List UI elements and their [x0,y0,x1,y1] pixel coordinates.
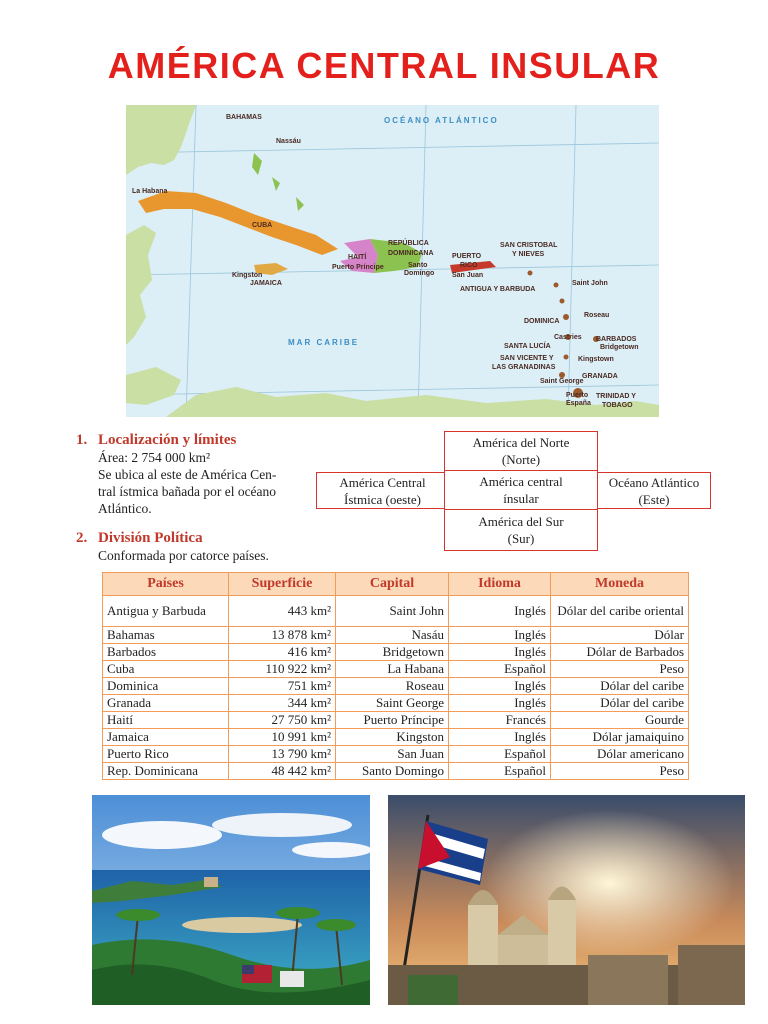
cell-currency: Dólar del caribe [551,695,689,712]
map-label-kingston: Kingston [232,272,263,279]
map-label-castries: Castries [554,334,582,341]
header-paises: Países [103,573,229,596]
cell-area: 751 km² [229,678,336,695]
map-label-trinidad-2: TOBAGO [602,402,633,409]
cell-capital: San Juan [336,746,449,763]
table-row [103,729,689,746]
cell-capital: La Habana [336,661,449,678]
limit-north-box [444,431,598,471]
cell-area: 443 km² [229,596,336,627]
cell-language: Inglés [449,627,551,644]
map-label-puerto-rico-2: RICO [460,262,478,269]
map-label-granada: GRANADA [582,373,618,380]
section-politics-number: 2. [76,530,88,546]
limit-south-line-1: América del Sur [478,514,564,529]
section-location-heading [76,432,296,449]
cathedral-photo [388,795,745,1005]
cell-currency: Peso [551,763,689,780]
cell-language: Inglés [449,729,551,746]
map-label-puerto-espana-2: España [566,400,591,407]
limit-center-line-1: América central [479,474,563,489]
cell-country: Rep. Dominicana [103,763,229,780]
cell-area: 10 991 km² [229,729,336,746]
cell-language: Inglés [449,644,551,661]
map-label-bahamas: BAHAMAS [226,114,262,121]
cell-area: 27 750 km² [229,712,336,729]
table-header-row [103,573,689,596]
politics-text: Conformada por catorce países. [98,548,269,563]
cell-capital: Nasáu [336,627,449,644]
section-politics-title: División Política [98,530,203,546]
cell-area: 13 878 km² [229,627,336,644]
map-label-la-habana: La Habana [132,188,168,195]
cell-currency: Peso [551,661,689,678]
table-row [103,712,689,729]
cell-capital: Saint John [336,596,449,627]
limit-east-box [597,472,711,509]
cell-country: Jamaica [103,729,229,746]
table-row [103,596,689,627]
map-label-bridgetown: Bridgetown [600,344,639,351]
map-label-cuba: CUBA [252,222,273,229]
map-label-puerto-espana-1: Puerto [566,392,589,399]
limit-center-box [444,470,598,510]
cell-area: 416 km² [229,644,336,661]
cell-currency: Dólar del caribe [551,678,689,695]
cell-area: 48 442 km² [229,763,336,780]
countries-table [102,572,689,780]
map-label-rep-dom-1: REPÚBLICA [388,240,429,247]
map-label-antigua: ANTIGUA Y BARBUDA [460,286,536,293]
map-label-san-cristobal-2: Y NIEVES [512,251,545,258]
location-line-2: tral ístmica bañada por el océano [98,484,277,499]
cell-currency: Dólar de Barbados [551,644,689,661]
cell-country: Antigua y Barbuda [103,596,229,627]
map-label-barbados: BARBADOS [596,336,637,343]
location-line-1: Se ubica al este de América Cen- [98,467,277,482]
page-title: AMÉRICA CENTRAL INSULAR [107,45,661,86]
section-location-title: Localización y límites [98,432,237,448]
cell-currency: Dólar americano [551,746,689,763]
map-label-haiti: HAITÍ [348,254,367,261]
map-label-santo-domingo-2: Domingo [404,270,435,277]
limit-west-line-1: América Central [339,474,426,490]
table-row [103,644,689,661]
location-line-3: Atlántico. [98,501,152,516]
cell-country: Cuba [103,661,229,678]
coast-photo [92,795,370,1005]
limit-north-line-2: (Norte) [501,452,541,467]
cell-country: Barbados [103,644,229,661]
cell-capital: Puerto Príncipe [336,712,449,729]
map-label-san-juan: San Juan [452,272,484,279]
map-label-jamaica: JAMAICA [250,280,282,287]
map-label-puerto-rico-1: PUERTO [452,253,482,260]
map-label-saint-george: Saint George [540,378,584,385]
limit-center-line-2: ínsular [503,491,539,506]
table-row [103,678,689,695]
cell-currency: Dólar jamaiquino [551,729,689,746]
cell-language: Español [449,661,551,678]
section-location-number: 1. [76,432,88,448]
section-politics [76,530,316,564]
cell-country: Puerto Rico [103,746,229,763]
limit-south-box [444,509,598,551]
cell-currency: Dólar del caribe oriental [551,596,689,627]
limit-west-line-2: Ístmica (oeste) [344,491,421,507]
header-superficie: Superficie [229,573,336,596]
map-label-san-cristobal-1: SAN CRISTOBAL [500,242,558,249]
map-label-atlantic-ocean: OCÉANO ATLÁNTICO [384,116,499,125]
map-label-santo-domingo-1: Santo [408,262,428,269]
map-label-dominica: DOMINICA [524,318,560,325]
map-label-santa-lucia: SANTA LUCÍA [504,343,551,350]
area-text: Área: 2 754 000 km² [98,450,211,465]
cell-currency: Dólar [551,627,689,644]
limit-west-box [316,472,449,509]
cell-capital: Bridgetown [336,644,449,661]
cell-language: Inglés [449,678,551,695]
table-row [103,627,689,644]
cell-language: Inglés [449,695,551,712]
cell-capital: Roseau [336,678,449,695]
limit-east-line-2: (Este) [638,491,670,507]
cell-area: 344 km² [229,695,336,712]
limit-north-line-1: América del Norte [472,435,570,450]
header-moneda: Moneda [551,573,689,596]
map-label-puerto-principe-1: Puerto Príncipe [332,264,384,271]
cell-language: Francés [449,712,551,729]
map-label-san-vicente-2: LAS GRANADINAS [492,364,556,371]
section-politics-heading [76,530,316,547]
map-label-trinidad-1: TRINIDAD Y [596,393,636,400]
caribbean-map [126,105,659,417]
cell-area: 110 922 km² [229,661,336,678]
header-idioma: Idioma [449,573,551,596]
limit-south-line-2: (Sur) [507,531,535,546]
table-row [103,746,689,763]
cell-language: Español [449,746,551,763]
cell-capital: Santo Domingo [336,763,449,780]
map-label-nassau: Nassáu [276,138,301,145]
cell-country: Granada [103,695,229,712]
map-label-kingstown: Kingstown [578,356,614,363]
map-label-roseau: Roseau [584,312,610,319]
header-capital: Capital [336,573,449,596]
table-row [103,695,689,712]
map-label-rep-dom-2: DOMINICANA [388,250,434,257]
cell-language: Español [449,763,551,780]
map-label-san-vicente-1: SAN VICENTE Y [500,355,554,362]
limit-east-line-1: Océano Atlántico [608,474,700,490]
map-label-caribbean-sea: MAR CARIBE [288,338,360,347]
table-row [103,661,689,678]
cell-country: Bahamas [103,627,229,644]
section-location [76,432,296,517]
cell-capital: Kingston [336,729,449,746]
cell-country: Dominica [103,678,229,695]
cell-country: Haití [103,712,229,729]
cell-area: 13 790 km² [229,746,336,763]
cell-capital: Saint George [336,695,449,712]
table-row [103,763,689,780]
cell-language: Inglés [449,596,551,627]
map-label-saint-john: Saint John [572,280,608,287]
cell-currency: Gourde [551,712,689,729]
